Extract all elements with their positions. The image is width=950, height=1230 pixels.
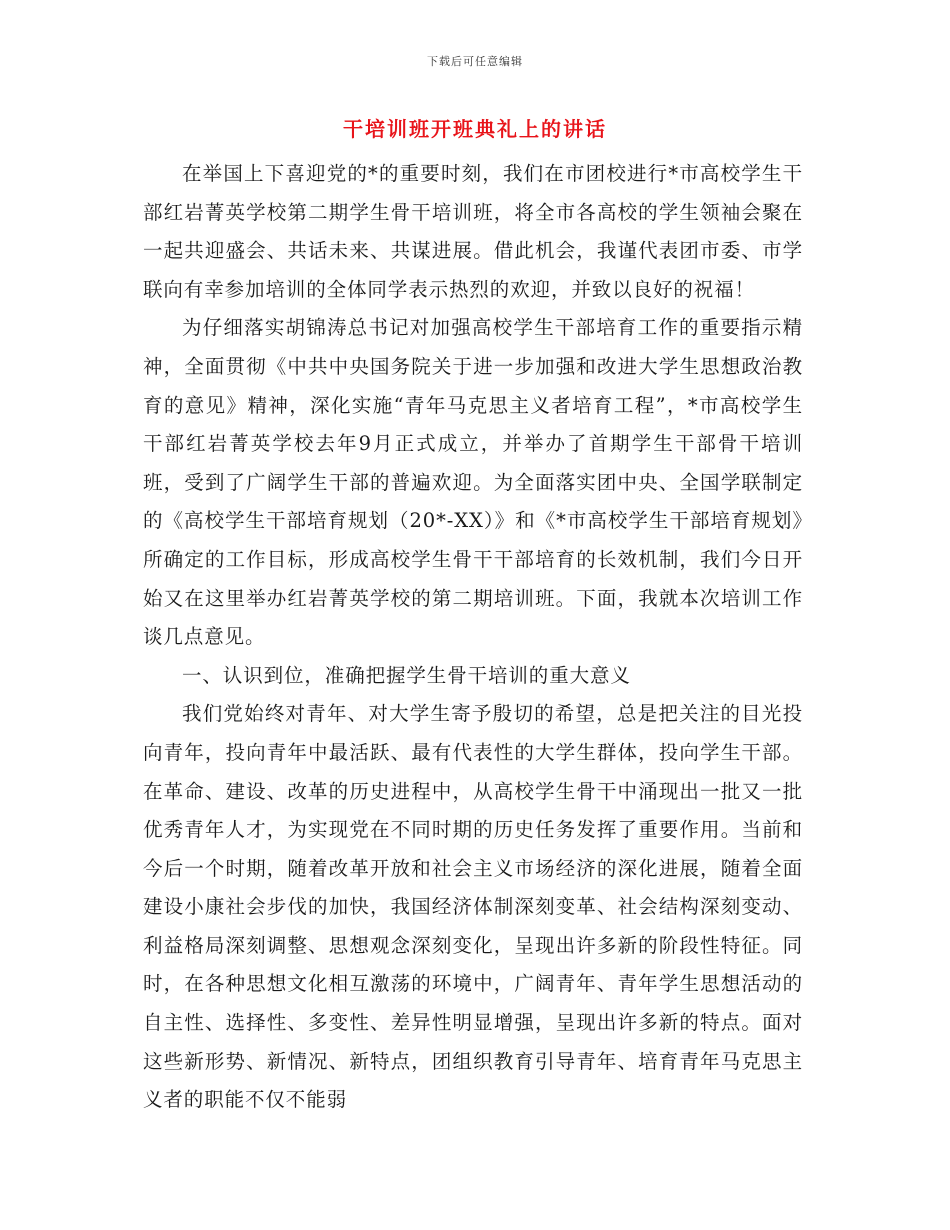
- header-note: 下载后可任意编辑: [427, 55, 523, 68]
- paragraph-intro: 在举国上下喜迎党的*的重要时刻，我们在市团校进行*市高校学生干部红岩菁英学校第二期学生骨干培训班，将全市各高校的学生领袖会聚在一起共迎盛会、共话未来、共谋进展。借此机会，我谨代表团市委、市学联向有幸参加培训的全体同学表示热烈的欢迎，并致以良好的祝福！: [143, 162, 803, 301]
- section-heading-1: 一、认识到位，准确把握学生骨干培训的重大意义: [182, 663, 631, 687]
- paragraph-background: 为仔细落实胡锦涛总书记对加强高校学生干部培育工作的重要指示精神，全面贯彻《中共中央国务院关于进一步加强和改进大学生思想政治教育的意见》精神，深化实施“青年马克思主义者培育工程”，*市高校学生干部红岩菁英学校去年9月正式成立，并举办了首期学生干部骨干培训班，受到了广阔学生干部的普遍欢迎。为全面落实团中央、全国学联制定的《高校学生干部培育规划（20*-XX）》和《*市高校学生干部培育规划》所确定的工作目标，形成高校学生骨干干部培育的长效机制，我们今日开始又在这里举办红岩菁英学校的第二期培训班。下面，我就本次培训工作谈几点意见。: [143, 316, 803, 649]
- document-title: 干培训班开班典礼上的讲话: [343, 117, 607, 141]
- paragraph-section-1: 我们党始终对青年、对大学生寄予殷切的希望，总是把关注的目光投向青年，投向青年中最活跃、最有代表性的大学生群体，投向学生干部。在革命、建设、改革的历史进程中，从高校学生骨干中涌现出一批又一批优秀青年人才，为实现党在不同时期的历史任务发挥了重要作用。当前和今后一个时期，随着改革开放和社会主义市场经济的深化进展，随着全面建设小康社会步伐的加快，我国经济体制深刻变革、社会结构深刻变动、利益格局深刻调整、思想观念深刻变化，呈现出许多新的阶段性特征。同时，在各种思想文化相互激荡的环境中，广阔青年、青年学生思想活动的自主性、选择性、多变性、差异性明显增强，呈现出许多新的特点。面对这些新形势、新情况、新特点，团组织教育引导青年、培育青年马克思主义者的职能不仅不能弱: [143, 702, 803, 1112]
- document-body: [143, 155, 803, 1120]
